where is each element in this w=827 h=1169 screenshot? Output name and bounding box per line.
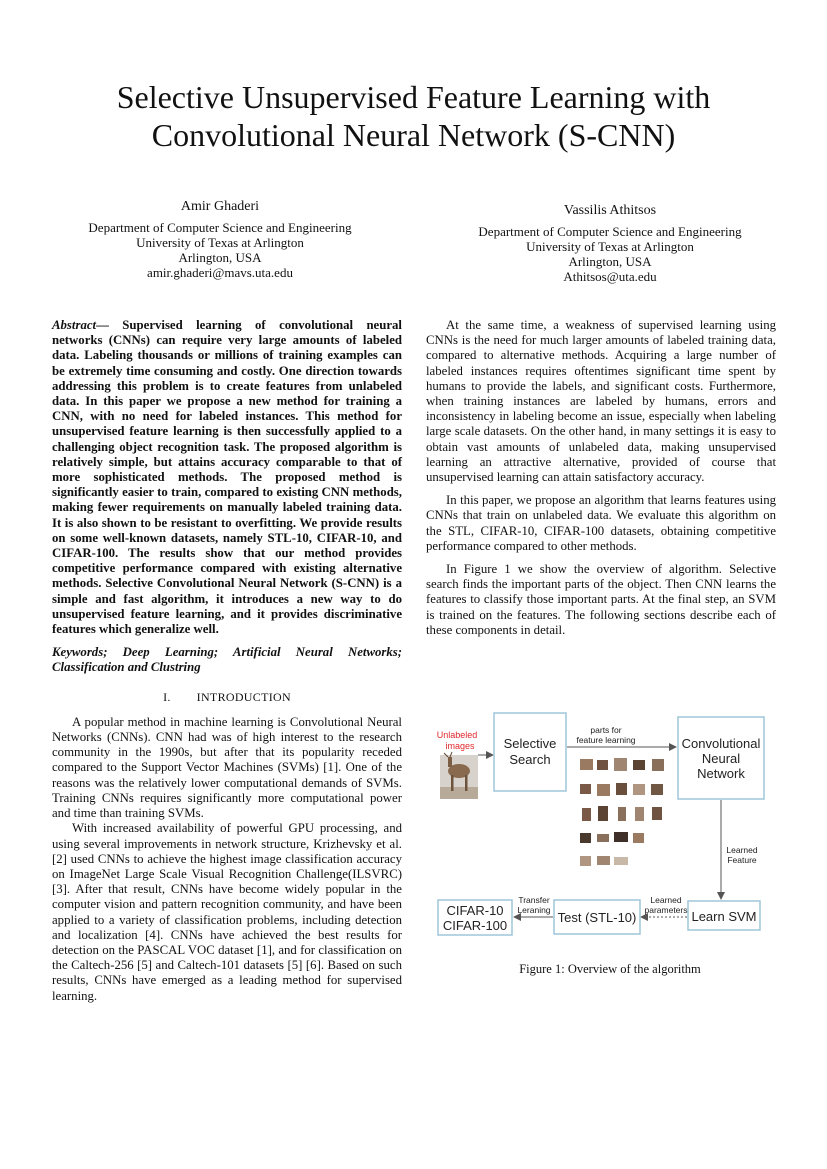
author-block-1 (60, 199, 380, 280)
learned-params-label: parameters (644, 905, 688, 915)
author-dept: Department of Computer Science and Engineering (478, 224, 742, 239)
section-number: I. (163, 689, 171, 704)
keywords: Keywords; Deep Learning; Artificial Neural Networks; Classification and Clustring (52, 645, 402, 675)
cifar100-label: CIFAR-100 (442, 918, 508, 933)
test-label: Test (STL-10) (557, 910, 637, 925)
image-patches (580, 758, 664, 866)
abstract-text: — Supervised learning of convolutional neural networks (CNNs) can require very large amounts of labeled data. Labeling thousands or millions of training examples can be extremely time consuming and costly. One direction towards addressing this problem is to create features from unlabeled data. In this paper we propose a new method for training a CNN, with no need for labeled instances. This method for unsupervised feature learning is then successfully applied to a challenging object recognition task. The proposed algorithm is relatively simple, but attains accuracy comparable to that of more sophisticated methods. The proposed method is significantly easier to train, compared to existing CNN methods, making fewer requirements on manually labeled training data. It is also shown to be resistant to overfitting. We provide results on some well-known datasets, namely STL-10, CIFAR-10, and CIFAR-100. The results show that our method provides competitive performance compared with existing alternative methods. Selective Convolutional Neural Network (S-CNN) is a simple and fast algorithm, it introduces a new way to do unsupervised feature learning, and it provides discriminative features which generalize well. (52, 318, 402, 637)
author-city: Arlington, USA (178, 250, 262, 265)
paragraph: At the same time, a weakness of supervised learning using CNNs is the need for much larger amounts of labeled training data, compared to alternative methods. Acquiring a large number of labeled instances requires oftentimes significant time spent by humans to provide the labels, and significant costs. Furthermore, when training instances are labeled by humans, errors and inconsistency in labeling become an issue, especially when labeling large scale datasets. On the other hand, in many settings it is easy to obtain vast amounts of unlabeled data, making unsupervised learning an attractive alternative, provided of course that unsupervised learning can attain satisfactory accuracy. (426, 318, 776, 485)
author-dept: Department of Computer Science and Engineering (88, 220, 352, 235)
section-title: NTRODUCTION (200, 689, 291, 704)
selective-search-label: Search (509, 752, 551, 767)
title-line-1: Selective Unsupervised Feature Learning with (116, 79, 711, 115)
left-column (52, 318, 402, 1004)
author-email[interactable]: amir.ghaderi@mavs.uta.edu (147, 265, 293, 280)
deer-image (440, 752, 478, 799)
author-name: Vassilis Athitsos (563, 203, 657, 218)
author-city: Arlington, USA (568, 254, 652, 269)
figure-diagram (430, 705, 790, 945)
cnn-label: Network (697, 766, 745, 781)
unlabeled-label: images (445, 741, 475, 751)
abstract (52, 318, 402, 637)
parts-label: feature learning (576, 735, 636, 745)
abstract-label: Abstract (52, 318, 97, 332)
right-column (426, 318, 776, 638)
selective-search-label: Selective (503, 736, 557, 751)
author-name: Amir Ghaderi (180, 199, 260, 214)
author-univ: University of Texas at Arlington (136, 235, 304, 250)
transfer-label: Transfer (518, 895, 550, 905)
learned-feature-label: Learned (726, 845, 758, 855)
section-heading (52, 690, 402, 705)
author-univ: University of Texas at Arlington (526, 239, 694, 254)
paper-title (40, 78, 787, 154)
paragraph: In Figure 1 we show the overview of algorithm. Selective search finds the important parts of the object. Then CNN learns the features to classify those important parts. At the final step, an SVM is trained on the features. The following sections describe each of these components in detail. (426, 562, 776, 637)
paragraph: In this paper, we propose an algorithm that learns features using CNNs that train on unlabeled data. We evaluate this algorithm on the STL, CIFAR-10, CIFAR-100 datasets, obtaining competitive performance compared to other methods. (426, 493, 776, 553)
cifar10-label: CIFAR-10 (446, 903, 504, 918)
figure-caption: Figure 1: Overview of the algorithm (519, 962, 701, 976)
parts-label: parts for (590, 725, 622, 735)
title-line-2: Convolutional Neural Network (S-CNN) (151, 117, 676, 153)
learned-feature-label: Feature (727, 855, 757, 865)
author-email[interactable]: Athitsos@uta.edu (563, 269, 657, 284)
author-block-2 (450, 203, 770, 284)
learned-params-label: Learned (650, 895, 682, 905)
unlabeled-label: Unlabeled (436, 730, 478, 740)
section-title-initial: I (196, 689, 201, 704)
paragraph: A popular method in machine learning is Convolutional Neural Networks (CNNs). CNN had was of high interest to the research community in the 1990s, but after that its popularity receded compared to the Support Vector Machines (SVMs) [1]. One of the reasons was the relatively lower computational demands of SVMs. Training CNNs requires significantly more computational power and time than training SVMs. (52, 714, 402, 821)
cnn-label: Neural (701, 751, 741, 766)
transfer-label: Leraning (517, 905, 551, 915)
cnn-label: Convolutional (681, 736, 761, 751)
paragraph: With increased availability of powerful GPU processing, and using several improvements in network structure, Krizhevsky et al. [2] used CNNs to achieve the highest image classification accuracy on ImageNet Large Scale Visual Recognition Challenge(ILSVRC) [3]. After that result, CNNs have become widely popular in the computer vision and pattern recognition community, and have been applied to a variety of classification problems, including detection and localization [4]. CNNs have achieved the best results for detection on the PASCAL VOC dataset [1], and for classification on the Caltech-256 [5] and Caltech-101 datasets [5] [6]. Based on such results, CNNs have emerged as a leading method for supervised learning. (52, 821, 402, 1003)
learn-svm-label: Learn SVM (691, 909, 757, 924)
